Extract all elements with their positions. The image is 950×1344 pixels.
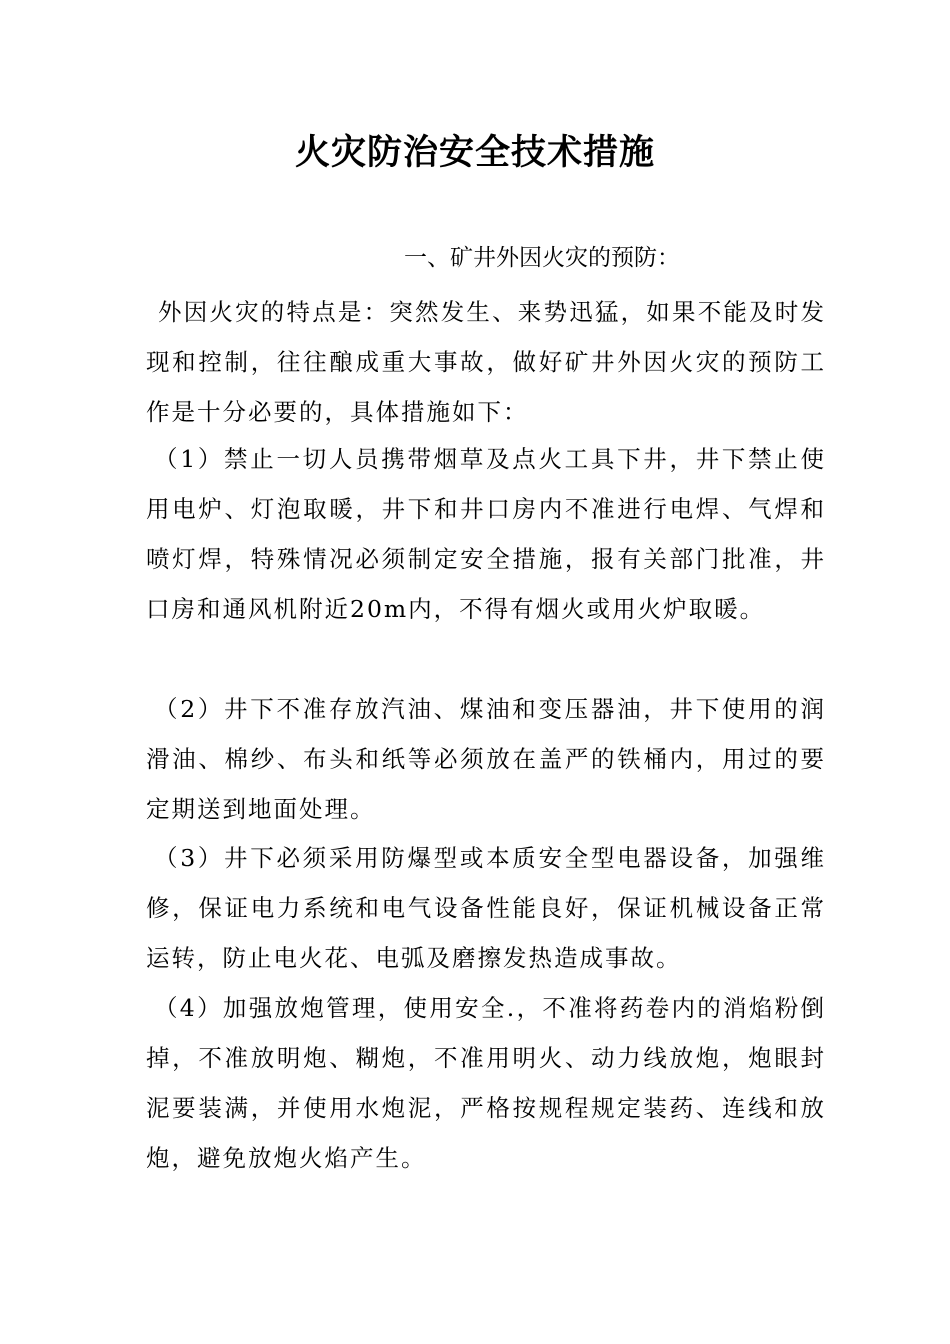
section-heading: 一、矿井外因火灾的预防： (404, 245, 680, 271)
paragraph-item-4: （4）加强放炮管理，使用安全.，不准将药卷内的消焰粉倒掉，不准放明炮、糊炮，不准用明火、动力线放炮，炮眼封泥要装满，并使用水炮泥，严格按规程规定装药、连线和放炮，避免放炮火焰产生。 (146, 994, 826, 1172)
paragraph-item-1: （1）禁止一切人员携带烟草及点火工具下井，井下禁止使用电炉、灯泡取暖，井下和井口房内不准进行电焊、气焊和喷灯焊，特殊情况必须制定安全措施，报有关部门批准，井口房和通风机附近20m内，不得有烟火或用火炉取暖。 (146, 445, 826, 623)
paragraph-item-3: （3）井下必须采用防爆型或本质安全型电器设备，加强维修，保证电力系统和电气设备性能良好，保证机械设备正常运转，防止电火花、电弧及磨擦发热造成事故。 (146, 844, 826, 972)
paragraph-item-2: （2）井下不准存放汽油、煤油和变压器油，井下使用的润滑油、棉纱、布头和纸等必须放在盖严的铁桶内，用过的要定期送到地面处理。 (146, 695, 826, 823)
paragraph-intro: 外因火灾的特点是：突然发生、来势迅猛，如果不能及时发现和控制，往往酿成重大事故，做好矿井外因火灾的预防工作是十分必要的，具体措施如下： (146, 298, 826, 426)
document-title: 火灾防治安全技术措施 (294, 133, 655, 173)
